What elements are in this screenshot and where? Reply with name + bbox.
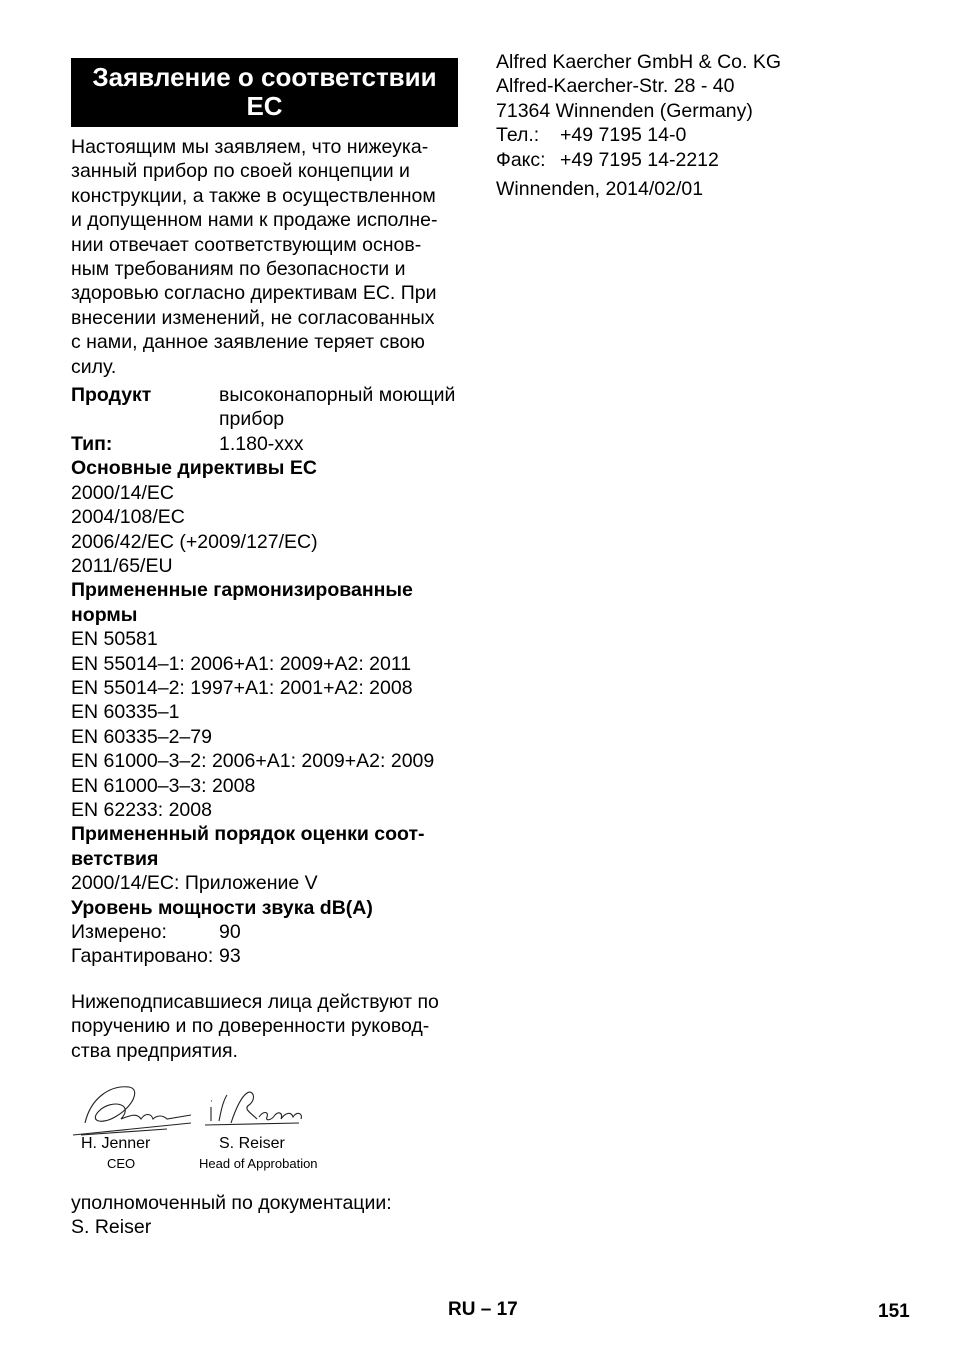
- signatory-line: ства предприятия.: [71, 1039, 238, 1062]
- page-number: 151: [878, 1301, 910, 1322]
- signature-role: Head of Approbation: [199, 1156, 318, 1172]
- doc-authorized-label: уполномоченный по документации:: [71, 1192, 392, 1215]
- left-column: [71, 58, 466, 1240]
- signature-reiser: [205, 1092, 301, 1125]
- intro-line: нии отвечает соответствующим основ-: [71, 233, 422, 256]
- signature-jenner: [73, 1087, 191, 1135]
- standards-heading-cont: нормы: [71, 603, 138, 626]
- directive-item: 2006/42/EC (+2009/127/EC): [71, 530, 318, 553]
- signatures-image: [71, 1077, 331, 1139]
- directive-item: 2004/108/EC: [71, 506, 185, 529]
- signatory-paragraph: [71, 990, 466, 1063]
- signature-name: H. Jenner: [81, 1135, 151, 1153]
- signatory-line: Нижеподписавшиеся лица действуют по: [71, 990, 439, 1013]
- sound-measured-label: Измерено:: [71, 921, 167, 943]
- product-label: Продукт: [71, 384, 152, 407]
- sound-guaranteed-row: [71, 944, 466, 968]
- conformity-heading: Примененный порядок оценки соот-: [71, 823, 425, 846]
- sound-heading: Уровень мощности звука dB(A): [71, 896, 373, 919]
- type-label: Тип:: [71, 432, 113, 455]
- standards-heading: Примененные гармонизированные: [71, 579, 413, 602]
- signatures-block: [71, 1077, 466, 1187]
- phone-label: Тел.:: [496, 124, 540, 147]
- standard-item: EN 50581: [71, 628, 158, 651]
- directive-item: 2000/14/EC: [71, 481, 174, 504]
- signature-role: CEO: [107, 1156, 136, 1172]
- sound-guaranteed-label: Гарантировано:: [71, 945, 214, 968]
- standard-item: EN 60335–1: [71, 701, 180, 724]
- right-column: [496, 50, 926, 201]
- page-title: [71, 58, 458, 127]
- intro-line: силу.: [71, 355, 117, 378]
- page-title-text: Заявление о соответствии ЕС: [92, 62, 437, 121]
- standard-item: EN 62233: 2008: [71, 798, 212, 821]
- fax-value: +49 7195 14-2212: [560, 148, 719, 171]
- intro-line: внесении изменений, не согласованных: [71, 306, 435, 329]
- doc-authorized-name: S. Reiser: [71, 1216, 152, 1239]
- sound-measured-value: 90: [219, 921, 241, 943]
- phone-value: +49 7195 14-0: [560, 124, 687, 147]
- type-value: 1.180-xxx: [219, 432, 304, 455]
- place-date: Winnenden, 2014/02/01: [496, 178, 704, 201]
- fax-label: Факс:: [496, 148, 546, 171]
- intro-paragraph: [71, 135, 466, 379]
- standard-item: EN 61000–3–3: 2008: [71, 774, 256, 797]
- intro-line: и допущенном нами к продаже исполне-: [71, 209, 438, 232]
- signature-name: S. Reiser: [219, 1135, 285, 1153]
- product-value-line: высоконапорный моющий: [219, 384, 456, 407]
- product-value: [219, 383, 466, 432]
- fax-row: [496, 148, 926, 172]
- standard-item: EN 55014–1: 2006+A1: 2009+A2: 2011: [71, 652, 412, 675]
- sound-measured-row: [71, 920, 466, 944]
- product-row: [71, 383, 466, 432]
- intro-line: с нами, данное заявление теряет свою: [71, 331, 425, 354]
- directives-heading: Основные директивы ЕС: [71, 457, 317, 480]
- conformity-value: 2000/14/EC: Приложение V: [71, 872, 318, 895]
- intro-line: здоровью согласно директивам ЕС. При: [71, 282, 437, 305]
- intro-line: конструкции, а также в осуществленном: [71, 184, 436, 207]
- signatory-line: поручению и по доверенности руковод-: [71, 1015, 430, 1038]
- standard-item: EN 61000–3–2: 2006+A1: 2009+A2: 2009: [71, 750, 435, 773]
- footer-section: RU – 17: [448, 1299, 518, 1320]
- conformity-heading-cont: ветствия: [71, 847, 159, 870]
- standard-item: EN 55014–2: 1997+A1: 2001+A2: 2008: [71, 676, 413, 699]
- intro-line: занный прибор по своей концепции и: [71, 160, 410, 183]
- standard-item: EN 60335–2–79: [71, 725, 212, 748]
- directive-item: 2011/65/EU: [71, 554, 173, 577]
- intro-line: ным требованиям по безопасности и: [71, 258, 406, 281]
- product-value-line: прибор: [219, 408, 285, 431]
- sound-guaranteed-value: 93: [219, 945, 241, 968]
- company-name: Alfred Kaercher GmbH & Co. KG: [496, 51, 782, 73]
- type-row: [71, 432, 466, 456]
- phone-row: [496, 123, 926, 147]
- company-city: 71364 Winnenden (Germany): [496, 99, 753, 122]
- intro-line: Настоящим мы заявляем, что нижеука-: [71, 136, 429, 158]
- company-street: Alfred-Kaercher-Str. 28 - 40: [496, 75, 735, 98]
